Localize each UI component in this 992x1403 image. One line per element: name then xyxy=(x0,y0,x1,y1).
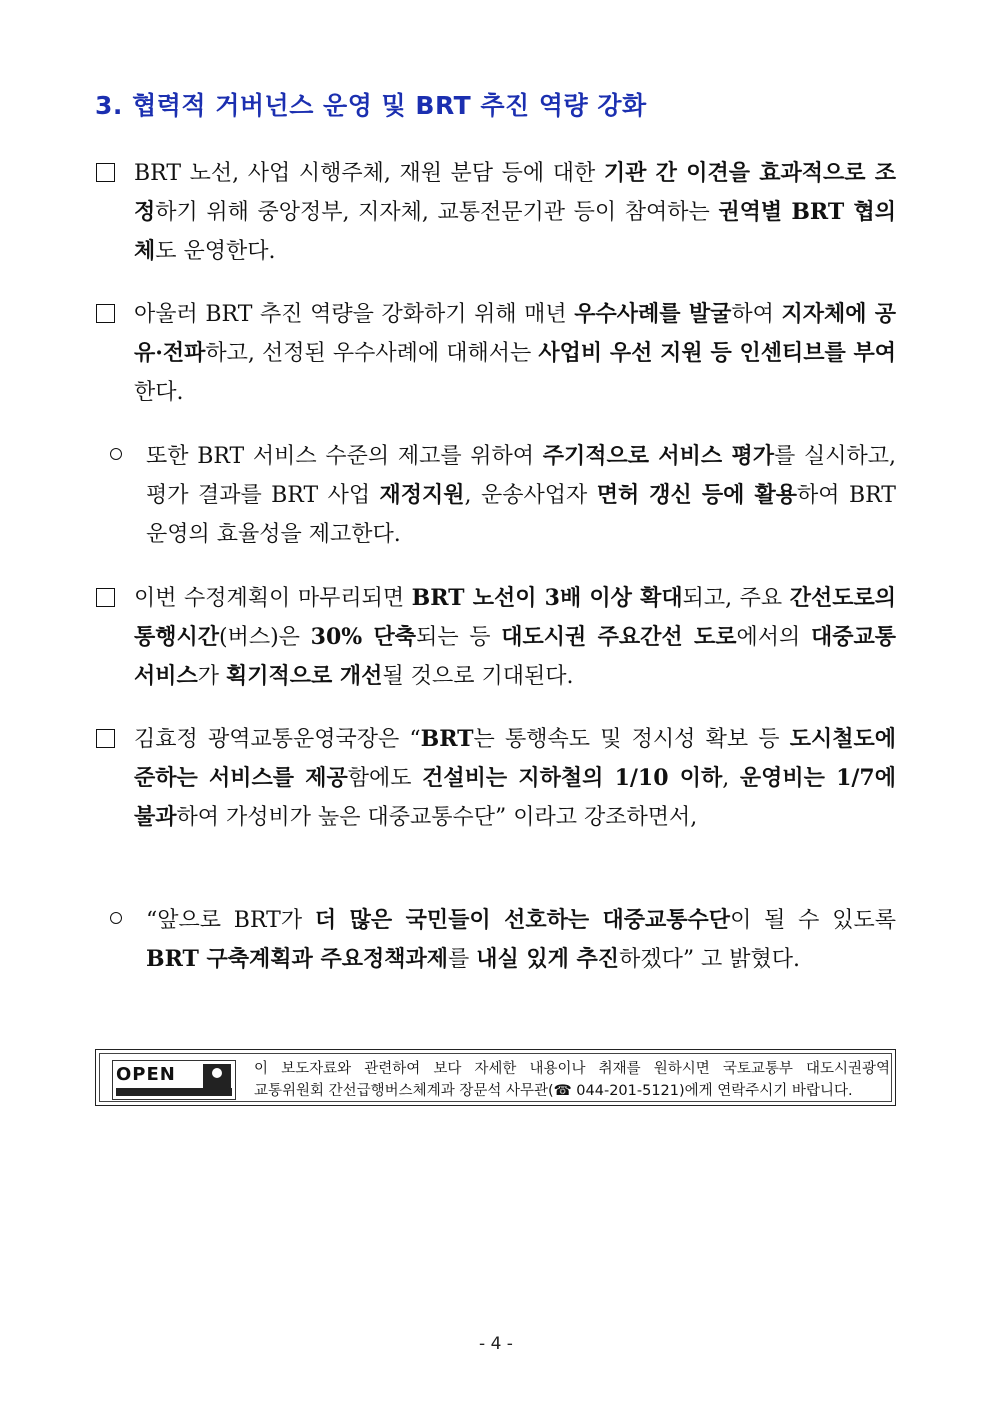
open-license-logo xyxy=(112,1060,236,1100)
emphasis-text: 재정지원 xyxy=(379,482,465,508)
emphasis-text: BRT 노선이 3배 이상 확대 xyxy=(411,585,683,611)
body-text: , xyxy=(722,766,740,791)
body-text: “앞으로 BRT가 xyxy=(146,908,315,933)
paragraph-text xyxy=(146,901,896,979)
body-text: 이 될 수 있도록 xyxy=(730,908,896,933)
emphasis-text: 간선도로의 통행시간 xyxy=(134,585,896,650)
square-bullet-icon xyxy=(96,588,115,607)
square-bullet-icon xyxy=(96,729,115,748)
body-text: 하겠다” 고 밝혔다. xyxy=(619,947,801,972)
body-text: BRT 노선, 사업 시행주체, 재원 분담 등에 대한 xyxy=(134,161,604,186)
body-text: 하기 위해 중앙정부, 지자체, 교통전문기관 등이 참여하는 xyxy=(155,200,719,225)
square-bullet-icon xyxy=(96,163,115,182)
body-text: 아울러 BRT 추진 역량을 강화하기 위해 매년 xyxy=(134,302,575,327)
body-text: 도 운영한다. xyxy=(155,239,276,264)
contact-info-box xyxy=(95,1049,896,1106)
page-number: - 4 - xyxy=(479,1334,513,1354)
emphasis-text: 운영비는 1/7에 불과 xyxy=(134,765,896,830)
body-text: 될 것으로 기대된다. xyxy=(382,664,574,689)
body-text: 되고, 주요 xyxy=(682,586,790,611)
emphasis-text: 기관 간 이견을 효과적으로 조정 xyxy=(134,160,897,225)
contact-line-2: 교통위원회 간선급행버스체계과 장문석 사무관(☎ 044-201-5121)에게 연락주시기 바랍니다. xyxy=(254,1083,853,1099)
logo-bar xyxy=(116,1088,232,1096)
circle-bullet-icon xyxy=(110,448,122,460)
bullet-paragraph-4 xyxy=(96,720,896,837)
open-logo-text: OPEN xyxy=(116,1064,176,1085)
body-text: , 운송사업자 xyxy=(464,483,597,508)
contact-text xyxy=(254,1058,890,1102)
body-text: 하여 BRT 운영의 효율성을 제고한다. xyxy=(146,483,896,547)
emphasis-text: 획기적으로 개선 xyxy=(226,663,383,689)
emphasis-text: 우수사례를 발굴 xyxy=(574,301,732,327)
section-heading: 3. 협력적 거버넌스 운영 및 BRT 추진 역량 강화 xyxy=(95,91,647,120)
emphasis-text: 사업비 우선 지원 등 인센티브를 부여 xyxy=(538,340,897,366)
body-text: 한다. xyxy=(134,380,184,405)
body-text: 에서의 xyxy=(736,625,811,650)
emphasis-text: 내실 있게 추진 xyxy=(476,946,620,972)
sub-bullet-paragraph-1 xyxy=(110,437,896,554)
emphasis-text: 대도시권 주요간선 도로 xyxy=(501,624,737,650)
body-text: 는 통행속도 및 정시성 확보 등 xyxy=(473,727,790,752)
emphasis-text: 더 많은 국민들이 선호하는 대중교통수단 xyxy=(314,907,731,933)
bullet-paragraph-2 xyxy=(96,295,896,412)
paragraph-text xyxy=(134,579,896,696)
body-text: 함에도 xyxy=(347,766,423,791)
emphasis-text: 대중교통 서비스 xyxy=(134,624,897,689)
body-text: 김효정 광역교통운영국장은 “ xyxy=(134,727,421,752)
emphasis-text: 권역별 BRT 협의체 xyxy=(134,199,896,264)
circle-bullet-icon xyxy=(110,912,122,924)
body-text: 하여 가성비가 높은 대중교통수단” 이라고 강조하면서, xyxy=(176,805,698,830)
body-text: 하여 xyxy=(731,302,782,327)
emphasis-text: 건설비는 지하철의 1/10 이하 xyxy=(422,765,723,791)
paragraph-text xyxy=(134,720,896,837)
person-badge-icon xyxy=(203,1064,231,1088)
bullet-paragraph-3 xyxy=(96,579,896,696)
emphasis-text: BRT xyxy=(420,726,474,752)
paragraph-text xyxy=(146,437,896,554)
square-bullet-icon xyxy=(96,304,115,323)
body-text: 를 실시하고, 평가 결과를 BRT 사업 xyxy=(146,444,897,508)
body-text: 되는 등 xyxy=(416,625,502,650)
body-text: (버스)은 xyxy=(219,625,311,650)
body-text: 또한 BRT 서비스 수준의 제고를 위하여 xyxy=(146,444,543,469)
emphasis-text: BRT 구축계획과 주요정책과제 xyxy=(146,946,448,972)
emphasis-text: 주기적으로 서비스 평가 xyxy=(542,443,775,469)
paragraph-text xyxy=(134,154,896,271)
body-text: 를 xyxy=(447,947,477,972)
emphasis-text: 30% 단축 xyxy=(310,624,417,650)
emphasis-text: 도시철도에 준하는 서비스를 제공 xyxy=(134,726,897,791)
sub-bullet-paragraph-2 xyxy=(110,901,896,979)
body-text: 가 xyxy=(197,664,227,689)
contact-info-inner-border xyxy=(99,1053,892,1102)
body-text: 하고, 선정된 우수사례에 대해서는 xyxy=(205,341,539,366)
emphasis-text: 면허 갱신 등에 활용 xyxy=(596,482,798,508)
contact-line-1: 이 보도자료와 관련하여 보다 자세한 내용이나 취재를 원하시면 국토교통부 대도시권광역 xyxy=(254,1061,890,1077)
paragraph-text xyxy=(134,295,896,412)
body-text: 이번 수정계획이 마무리되면 xyxy=(134,586,412,611)
bullet-paragraph-1 xyxy=(96,154,896,271)
emphasis-text: 지자체에 공유·전파 xyxy=(134,301,897,366)
